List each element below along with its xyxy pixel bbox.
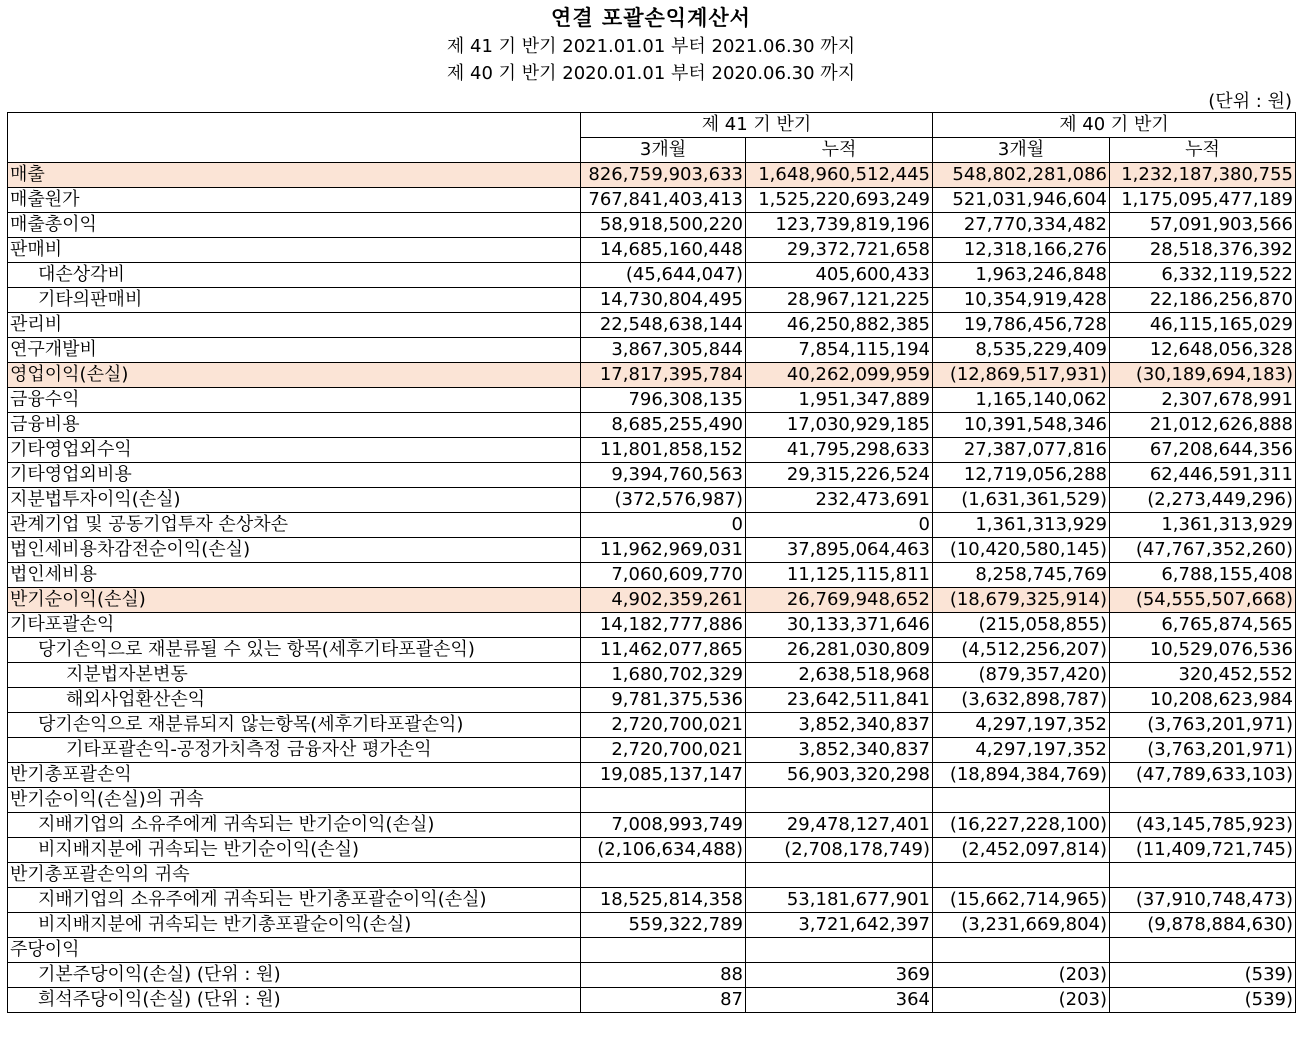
cell-41-three-month: 87	[581, 988, 746, 1013]
table-row	[8, 563, 1296, 588]
row-label: 연구개발비	[8, 338, 581, 363]
cell-40-cumulative: (30,189,694,183)	[1110, 363, 1296, 388]
header-period-40: 제 40 기 반기	[933, 113, 1296, 138]
cell-41-cumulative: 30,133,371,646	[746, 613, 933, 638]
cell-41-cumulative: 11,125,115,811	[746, 563, 933, 588]
cell-40-cumulative	[1110, 863, 1296, 888]
row-label: 지배기업의 소유주에게 귀속되는 반기총포괄순이익(손실)	[8, 888, 581, 913]
row-label: 기타포괄손익-공정가치측정 금융자산 평가손익	[8, 738, 581, 763]
header-41-cumulative: 누적	[746, 138, 933, 163]
statement-title: 연결 포괄손익계산서	[551, 6, 751, 30]
cell-41-three-month: 796,308,135	[581, 388, 746, 413]
table-row	[8, 963, 1296, 988]
cell-41-cumulative: 56,903,320,298	[746, 763, 933, 788]
cell-41-three-month: 22,548,638,144	[581, 313, 746, 338]
cell-41-cumulative: 369	[746, 963, 933, 988]
cell-40-cumulative: 6,765,874,565	[1110, 613, 1296, 638]
table-row	[8, 613, 1296, 638]
cell-40-cumulative: 22,186,256,870	[1110, 288, 1296, 313]
cell-41-three-month: 826,759,903,633	[581, 163, 746, 188]
cell-41-cumulative: 41,795,298,633	[746, 438, 933, 463]
cell-41-three-month: 11,801,858,152	[581, 438, 746, 463]
cell-41-cumulative: 1,525,220,693,249	[746, 188, 933, 213]
row-label: 매출	[8, 163, 581, 188]
cell-40-cumulative: (539)	[1110, 963, 1296, 988]
cell-41-three-month: 14,730,804,495	[581, 288, 746, 313]
cell-41-three-month: 17,817,395,784	[581, 363, 746, 388]
cell-40-three-month: 8,535,229,409	[933, 338, 1110, 363]
period-prior: 제 40 기 반기 2020.01.01 부터 2020.06.30 까지	[446, 63, 856, 84]
table-row	[8, 213, 1296, 238]
table-row	[8, 788, 1296, 813]
row-label: 당기손익으로 재분류될 수 있는 항목(세후기타포괄손익)	[8, 638, 581, 663]
table-body	[8, 163, 1296, 1013]
cell-41-three-month: 3,867,305,844	[581, 338, 746, 363]
cell-40-three-month: 12,318,166,276	[933, 238, 1110, 263]
cell-41-three-month: 18,525,814,358	[581, 888, 746, 913]
cell-41-cumulative: 46,250,882,385	[746, 313, 933, 338]
cell-41-cumulative: 3,721,642,397	[746, 913, 933, 938]
cell-41-cumulative: 29,372,721,658	[746, 238, 933, 263]
cell-41-cumulative: 123,739,819,196	[746, 213, 933, 238]
table-row	[8, 638, 1296, 663]
table-row	[8, 463, 1296, 488]
table-row	[8, 363, 1296, 388]
cell-41-three-month	[581, 788, 746, 813]
cell-40-cumulative: 57,091,903,566	[1110, 213, 1296, 238]
table-header	[8, 113, 1296, 163]
cell-40-three-month: (3,231,669,804)	[933, 913, 1110, 938]
cell-41-cumulative: (2,708,178,749)	[746, 838, 933, 863]
header-period-41: 제 41 기 반기	[581, 113, 933, 138]
cell-40-cumulative: 1,232,187,380,755	[1110, 163, 1296, 188]
row-label: 반기순이익(손실)의 귀속	[8, 788, 581, 813]
table-row	[8, 913, 1296, 938]
row-label: 기본주당이익(손실) (단위 : 원)	[8, 963, 581, 988]
cell-40-three-month: (4,512,256,207)	[933, 638, 1110, 663]
table-row	[8, 388, 1296, 413]
cell-40-cumulative: (37,910,748,473)	[1110, 888, 1296, 913]
row-label: 영업이익(손실)	[8, 363, 581, 388]
cell-40-cumulative: 28,518,376,392	[1110, 238, 1296, 263]
cell-41-cumulative: 7,854,115,194	[746, 338, 933, 363]
cell-40-three-month: (10,420,580,145)	[933, 538, 1110, 563]
cell-40-cumulative: 6,788,155,408	[1110, 563, 1296, 588]
cell-41-three-month: 11,962,969,031	[581, 538, 746, 563]
table-row	[8, 313, 1296, 338]
cell-40-cumulative: 1,361,313,929	[1110, 513, 1296, 538]
cell-40-cumulative	[1110, 938, 1296, 963]
period-current: 제 41 기 반기 2021.01.01 부터 2021.06.30 까지	[446, 36, 856, 57]
cell-40-three-month: (15,662,714,965)	[933, 888, 1110, 913]
table-row	[8, 588, 1296, 613]
cell-41-cumulative: 3,852,340,837	[746, 713, 933, 738]
table-row	[8, 888, 1296, 913]
cell-41-cumulative: 3,852,340,837	[746, 738, 933, 763]
cell-40-three-month	[933, 863, 1110, 888]
row-label: 기타의판매비	[8, 288, 581, 313]
cell-41-cumulative: 26,769,948,652	[746, 588, 933, 613]
cell-41-cumulative: 405,600,433	[746, 263, 933, 288]
cell-40-cumulative: (9,878,884,630)	[1110, 913, 1296, 938]
row-label: 기타포괄손익	[8, 613, 581, 638]
cell-40-three-month: 1,165,140,062	[933, 388, 1110, 413]
row-label: 지분법투자이익(손실)	[8, 488, 581, 513]
cell-41-cumulative	[746, 788, 933, 813]
cell-41-three-month: 7,060,609,770	[581, 563, 746, 588]
row-label: 당기손익으로 재분류되지 않는항목(세후기타포괄손익)	[8, 713, 581, 738]
cell-40-three-month: (1,631,361,529)	[933, 488, 1110, 513]
cell-40-three-month: (879,357,420)	[933, 663, 1110, 688]
cell-40-three-month: 4,297,197,352	[933, 713, 1110, 738]
cell-40-three-month: (215,058,855)	[933, 613, 1110, 638]
table-row	[8, 338, 1296, 363]
table-row	[8, 713, 1296, 738]
row-label: 희석주당이익(손실) (단위 : 원)	[8, 988, 581, 1013]
cell-40-cumulative: 320,452,552	[1110, 663, 1296, 688]
cell-40-cumulative: 2,307,678,991	[1110, 388, 1296, 413]
header-40-cumulative: 누적	[1110, 138, 1296, 163]
table-row	[8, 538, 1296, 563]
row-label: 관계기업 및 공동기업투자 손상차손	[8, 513, 581, 538]
cell-40-cumulative: 12,648,056,328	[1110, 338, 1296, 363]
cell-41-three-month: 9,394,760,563	[581, 463, 746, 488]
cell-41-cumulative: 29,478,127,401	[746, 813, 933, 838]
cell-40-three-month: 548,802,281,086	[933, 163, 1110, 188]
cell-41-three-month: 0	[581, 513, 746, 538]
cell-40-three-month: (12,869,517,931)	[933, 363, 1110, 388]
table-row	[8, 988, 1296, 1013]
table-row	[8, 813, 1296, 838]
row-label: 금융비용	[8, 413, 581, 438]
row-label: 해외사업환산손익	[8, 688, 581, 713]
table-row	[8, 413, 1296, 438]
row-label: 기타영업외수익	[8, 438, 581, 463]
cell-41-three-month: 14,182,777,886	[581, 613, 746, 638]
cell-40-cumulative: 1,175,095,477,189	[1110, 188, 1296, 213]
cell-40-three-month: (18,679,325,914)	[933, 588, 1110, 613]
cell-40-three-month: 10,391,548,346	[933, 413, 1110, 438]
cell-41-three-month: 8,685,255,490	[581, 413, 746, 438]
cell-40-cumulative: 10,208,623,984	[1110, 688, 1296, 713]
cell-40-three-month: 521,031,946,604	[933, 188, 1110, 213]
cell-40-cumulative: (54,555,507,668)	[1110, 588, 1296, 613]
table-row	[8, 763, 1296, 788]
cell-41-three-month: 19,085,137,147	[581, 763, 746, 788]
cell-41-cumulative: 1,951,347,889	[746, 388, 933, 413]
cell-40-cumulative: (47,789,633,103)	[1110, 763, 1296, 788]
cell-41-cumulative: 2,638,518,968	[746, 663, 933, 688]
cell-41-cumulative	[746, 938, 933, 963]
cell-40-three-month: 1,963,246,848	[933, 263, 1110, 288]
cell-40-three-month: 19,786,456,728	[933, 313, 1110, 338]
row-label: 법인세비용	[8, 563, 581, 588]
cell-40-cumulative: 21,012,626,888	[1110, 413, 1296, 438]
row-label: 대손상각비	[8, 263, 581, 288]
cell-40-three-month: 1,361,313,929	[933, 513, 1110, 538]
table-row	[8, 238, 1296, 263]
cell-41-cumulative	[746, 863, 933, 888]
cell-41-cumulative: 364	[746, 988, 933, 1013]
row-label: 매출원가	[8, 188, 581, 213]
cell-40-three-month: (203)	[933, 988, 1110, 1013]
row-label: 반기총포괄손익	[8, 763, 581, 788]
cell-40-three-month	[933, 788, 1110, 813]
row-label: 기타영업외비용	[8, 463, 581, 488]
row-label: 지분법자본변동	[8, 663, 581, 688]
row-label: 비지배지분에 귀속되는 반기순이익(손실)	[8, 838, 581, 863]
cell-41-cumulative: 40,262,099,959	[746, 363, 933, 388]
table-row	[8, 663, 1296, 688]
table-row	[8, 188, 1296, 213]
cell-40-cumulative: (3,763,201,971)	[1110, 713, 1296, 738]
row-label: 지배기업의 소유주에게 귀속되는 반기순이익(손실)	[8, 813, 581, 838]
cell-41-three-month: 767,841,403,413	[581, 188, 746, 213]
cell-41-three-month: 559,322,789	[581, 913, 746, 938]
cell-40-three-month: 4,297,197,352	[933, 738, 1110, 763]
table-row	[8, 513, 1296, 538]
row-label: 주당이익	[8, 938, 581, 963]
cell-41-cumulative: 0	[746, 513, 933, 538]
table-row	[8, 688, 1296, 713]
cell-41-three-month: 1,680,702,329	[581, 663, 746, 688]
row-label: 법인세비용차감전순이익(손실)	[8, 538, 581, 563]
table-row	[8, 488, 1296, 513]
table-row	[8, 288, 1296, 313]
cell-41-cumulative: 23,642,511,841	[746, 688, 933, 713]
cell-41-three-month: (2,106,634,488)	[581, 838, 746, 863]
cell-40-cumulative: (11,409,721,745)	[1110, 838, 1296, 863]
row-label: 판매비	[8, 238, 581, 263]
cell-41-cumulative: 1,648,960,512,445	[746, 163, 933, 188]
table-row	[8, 438, 1296, 463]
cell-40-three-month: 8,258,745,769	[933, 563, 1110, 588]
income-statement-table	[7, 112, 1296, 1013]
cell-41-cumulative: 37,895,064,463	[746, 538, 933, 563]
table-row	[8, 163, 1296, 188]
cell-41-three-month: 14,685,160,448	[581, 238, 746, 263]
cell-41-cumulative: 232,473,691	[746, 488, 933, 513]
cell-40-cumulative: 62,446,591,311	[1110, 463, 1296, 488]
table-row	[8, 738, 1296, 763]
row-label: 매출총이익	[8, 213, 581, 238]
cell-40-three-month: (16,227,228,100)	[933, 813, 1110, 838]
cell-40-cumulative: (2,273,449,296)	[1110, 488, 1296, 513]
row-label: 금융수익	[8, 388, 581, 413]
cell-40-cumulative	[1110, 788, 1296, 813]
cell-40-three-month	[933, 938, 1110, 963]
cell-41-three-month: 7,008,993,749	[581, 813, 746, 838]
cell-40-cumulative: 10,529,076,536	[1110, 638, 1296, 663]
cell-41-three-month: 11,462,077,865	[581, 638, 746, 663]
table-row	[8, 263, 1296, 288]
cell-40-cumulative: (43,145,785,923)	[1110, 813, 1296, 838]
cell-40-three-month: 12,719,056,288	[933, 463, 1110, 488]
cell-40-three-month: 27,770,334,482	[933, 213, 1110, 238]
cell-41-three-month	[581, 938, 746, 963]
header-41-three-month: 3개월	[581, 138, 746, 163]
cell-41-three-month: 2,720,700,021	[581, 738, 746, 763]
cell-40-cumulative: (539)	[1110, 988, 1296, 1013]
table-row	[8, 838, 1296, 863]
cell-41-three-month: 2,720,700,021	[581, 713, 746, 738]
cell-40-cumulative: 46,115,165,029	[1110, 313, 1296, 338]
cell-40-cumulative: 6,332,119,522	[1110, 263, 1296, 288]
cell-41-cumulative: 29,315,226,524	[746, 463, 933, 488]
cell-41-three-month: 88	[581, 963, 746, 988]
row-label: 반기순이익(손실)	[8, 588, 581, 613]
cell-40-cumulative: (3,763,201,971)	[1110, 738, 1296, 763]
cell-40-three-month: (2,452,097,814)	[933, 838, 1110, 863]
row-label: 비지배지분에 귀속되는 반기총포괄순이익(손실)	[8, 913, 581, 938]
cell-41-cumulative: 26,281,030,809	[746, 638, 933, 663]
table-row	[8, 938, 1296, 963]
header-blank-cell	[8, 113, 581, 163]
cell-41-three-month	[581, 863, 746, 888]
cell-40-three-month: 10,354,919,428	[933, 288, 1110, 313]
cell-41-three-month: 9,781,375,536	[581, 688, 746, 713]
cell-40-three-month: 27,387,077,816	[933, 438, 1110, 463]
cell-40-cumulative: (47,767,352,260)	[1110, 538, 1296, 563]
cell-40-three-month: (18,894,384,769)	[933, 763, 1110, 788]
cell-41-three-month: 58,918,500,220	[581, 213, 746, 238]
row-label: 관리비	[8, 313, 581, 338]
cell-40-cumulative: 67,208,644,356	[1110, 438, 1296, 463]
cell-41-cumulative: 17,030,929,185	[746, 413, 933, 438]
cell-40-three-month: (203)	[933, 963, 1110, 988]
cell-41-three-month: 4,902,359,261	[581, 588, 746, 613]
cell-41-three-month: (372,576,987)	[581, 488, 746, 513]
cell-41-cumulative: 53,181,677,901	[746, 888, 933, 913]
cell-41-three-month: (45,644,047)	[581, 263, 746, 288]
cell-41-cumulative: 28,967,121,225	[746, 288, 933, 313]
row-label: 반기총포괄손익의 귀속	[8, 863, 581, 888]
header-40-three-month: 3개월	[933, 138, 1110, 163]
cell-40-three-month: (3,632,898,787)	[933, 688, 1110, 713]
unit-label: (단위 : 원)	[1208, 91, 1292, 112]
table-row	[8, 863, 1296, 888]
